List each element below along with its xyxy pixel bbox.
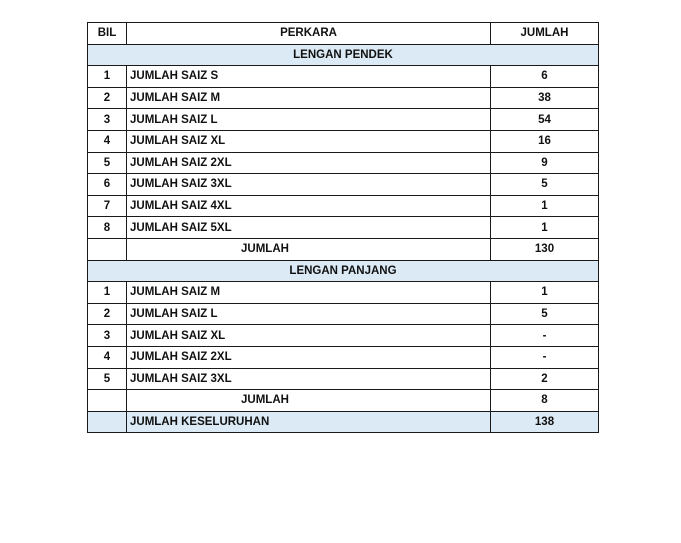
row-jumlah: 9: [491, 152, 599, 174]
row-jumlah: -: [491, 346, 599, 368]
row-bil: 5: [88, 152, 127, 174]
subtotal-row-short-sleeve: [88, 238, 599, 260]
row-jumlah: 54: [491, 109, 599, 131]
row-bil: 6: [88, 174, 127, 196]
size-summary-table: [87, 22, 599, 433]
row-perkara: JUMLAH SAIZ 3XL: [127, 174, 491, 196]
subtotal-value: 8: [491, 390, 599, 412]
header-perkara: PERKARA: [127, 23, 491, 45]
table-row: [88, 303, 599, 325]
row-jumlah: 5: [491, 174, 599, 196]
subtotal-blank: [88, 390, 127, 412]
row-perkara: JUMLAH SAIZ 5XL: [127, 217, 491, 239]
row-bil: 3: [88, 325, 127, 347]
header-jumlah: JUMLAH: [491, 23, 599, 45]
table-row: [88, 217, 599, 239]
grand-total-row: [88, 411, 599, 433]
row-perkara: JUMLAH SAIZ XL: [127, 130, 491, 152]
row-bil: 1: [88, 282, 127, 304]
row-jumlah: 16: [491, 130, 599, 152]
row-perkara: JUMLAH SAIZ 2XL: [127, 152, 491, 174]
row-bil: 2: [88, 87, 127, 109]
table-row: [88, 346, 599, 368]
row-jumlah: 1: [491, 282, 599, 304]
table-row: [88, 66, 599, 88]
row-bil: 3: [88, 109, 127, 131]
table-row: [88, 130, 599, 152]
row-perkara: JUMLAH SAIZ 2XL: [127, 346, 491, 368]
row-bil: 8: [88, 217, 127, 239]
section-title: LENGAN PANJANG: [88, 260, 599, 282]
row-jumlah: -: [491, 325, 599, 347]
section-short-sleeve: [88, 44, 599, 66]
row-bil: 4: [88, 130, 127, 152]
row-perkara: JUMLAH SAIZ M: [127, 282, 491, 304]
section-title: LENGAN PENDEK: [88, 44, 599, 66]
row-jumlah: 5: [491, 303, 599, 325]
table-row: [88, 325, 599, 347]
subtotal-label: JUMLAH: [127, 238, 491, 260]
header-bil: BIL: [88, 23, 127, 45]
table-row: [88, 368, 599, 390]
row-jumlah: 38: [491, 87, 599, 109]
row-bil: 2: [88, 303, 127, 325]
row-jumlah: 1: [491, 217, 599, 239]
table-row: [88, 174, 599, 196]
header-row: [88, 23, 599, 45]
row-perkara: JUMLAH SAIZ S: [127, 66, 491, 88]
subtotal-blank: [88, 238, 127, 260]
row-bil: 7: [88, 195, 127, 217]
row-bil: 4: [88, 346, 127, 368]
row-bil: 1: [88, 66, 127, 88]
grand-total-label: JUMLAH KESELURUHAN: [127, 411, 491, 433]
section-long-sleeve: [88, 260, 599, 282]
grand-total-value: 138: [491, 411, 599, 433]
subtotal-row-long-sleeve: [88, 390, 599, 412]
grand-total-blank: [88, 411, 127, 433]
table-row: [88, 87, 599, 109]
subtotal-label: JUMLAH: [127, 390, 491, 412]
row-jumlah: 1: [491, 195, 599, 217]
table-row: [88, 109, 599, 131]
row-perkara: JUMLAH SAIZ M: [127, 87, 491, 109]
table-row: [88, 282, 599, 304]
row-jumlah: 2: [491, 368, 599, 390]
row-perkara: JUMLAH SAIZ L: [127, 109, 491, 131]
subtotal-value: 130: [491, 238, 599, 260]
table-row: [88, 152, 599, 174]
row-perkara: JUMLAH SAIZ 4XL: [127, 195, 491, 217]
row-perkara: JUMLAH SAIZ 3XL: [127, 368, 491, 390]
row-perkara: JUMLAH SAIZ L: [127, 303, 491, 325]
row-jumlah: 6: [491, 66, 599, 88]
table-row: [88, 195, 599, 217]
row-perkara: JUMLAH SAIZ XL: [127, 325, 491, 347]
row-bil: 5: [88, 368, 127, 390]
